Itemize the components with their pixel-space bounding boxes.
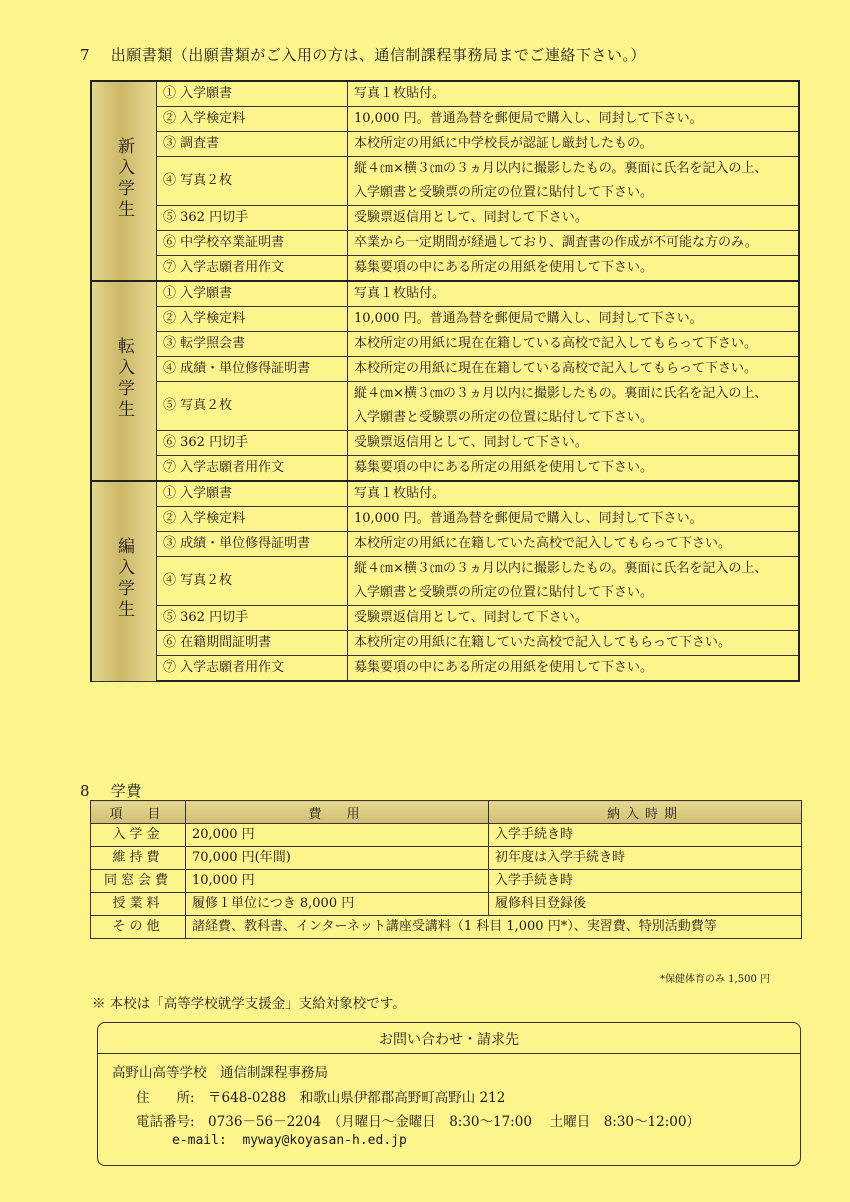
document-item: ⑥ 中学校卒業証明書 [157,231,348,256]
document-description [348,532,800,557]
contact-address: 住 所: 〒648-0288 和歌山県伊都郡高野町高野山 212 [136,1090,506,1106]
document-row [91,606,799,631]
document-description [348,157,800,206]
fee-row [91,870,802,893]
document-item: ⑥ 在籍期間証明書 [157,631,348,656]
document-description [348,281,800,307]
application-documents-table [90,80,800,682]
student-category-text: 編入学生 [114,536,134,621]
description-line: 卒業から一定期間が経過しており、調査書の作成が不可能な方のみ。 [354,235,758,250]
description-line: 写真１枚貼付。 [354,86,446,101]
document-row [91,357,799,382]
description-line: 本校所定の用紙に中学校長が認証し厳封したもの。 [354,136,653,151]
document-row [91,532,799,557]
document-item: ③ 成績・単位修得証明書 [157,532,348,557]
description-line: 10,000 円。普通為替を郵便局で購入し、同封して下さい。 [354,111,703,126]
fee-amount: 20,000 円 [186,824,489,847]
document-item: ① 入学願書 [157,481,348,507]
document-description [348,81,800,107]
fee-amount: 履修１単位につき 8,000 円 [186,893,489,916]
document-item: ⑤ 362 円切手 [157,606,348,631]
document-row [91,656,799,682]
document-item: ② 入学検定料 [157,107,348,132]
contact-box [97,1022,801,1166]
document-row [91,256,799,282]
contact-title: お問い合わせ・請求先 [98,1029,800,1049]
document-description [348,431,800,456]
header-item: 項 目 [91,801,186,824]
description-line: 受験票返信用として、同封して下さい。 [354,610,588,625]
document-item: ⑤ 写真２枚 [157,382,348,431]
description-line: 本校所定の用紙に現在在籍している高校で記入してもらって下さい。 [354,336,758,351]
fees-header-row [91,801,802,824]
document-description [348,307,800,332]
document-item: ② 入学検定料 [157,307,348,332]
document-row [91,456,799,482]
document-row [91,332,799,357]
document-row [91,231,799,256]
document-description [348,357,800,382]
student-category-label [91,481,157,681]
description-line: 写真１枚貼付。 [354,286,446,301]
student-category-label [91,81,157,281]
document-row [91,157,799,206]
description-line: 受験票返信用として、同封して下さい。 [354,210,588,225]
document-item: ⑦ 入学志願者用作文 [157,656,348,682]
fee-timing: 入学手続き時 [489,870,802,893]
description-line: 募集要項の中にある所定の用紙を使用して下さい。 [354,260,654,275]
description-line: 縦４㎝×横３㎝の３ヵ月以内に撮影したもの。裏面に氏名を記入の上、 [354,561,768,576]
document-row [91,281,799,307]
document-row [91,382,799,431]
document-row [91,431,799,456]
document-description [348,631,800,656]
tuition-fees-table [90,800,802,939]
document-row [91,132,799,157]
fee-row [91,916,802,939]
document-row [91,557,799,606]
document-item: ④ 写真２枚 [157,157,348,206]
header-amount: 費 用 [186,801,489,824]
description-line: 本校所定の用紙に在籍していた高校で記入してもらって下さい。 [354,635,732,650]
document-item: ② 入学検定料 [157,507,348,532]
fee-label: 同窓会費 [91,870,186,893]
document-description [348,606,800,631]
student-category-text: 新入学生 [114,136,134,221]
fee-amount: 70,000 円(年間) [186,847,489,870]
section-8-title: 8 学費 [80,782,142,800]
fee-label: その他 [91,916,186,939]
header-timing: 納入時期 [489,801,802,824]
document-description [348,256,800,282]
document-description [348,456,800,482]
document-description [348,557,800,606]
document-row [91,507,799,532]
description-line: 入学願書と受験票の所定の位置に貼付して下さい。 [354,185,654,200]
document-description [348,107,800,132]
document-item: ④ 写真２枚 [157,557,348,606]
document-description [348,481,800,507]
section-7-title: 7 出願書類（出願書類がご入用の方は、通信制課程事務局までご連絡下さい。） [80,46,646,64]
description-line: 受験票返信用として、同封して下さい。 [354,435,588,450]
fee-label: 授業料 [91,893,186,916]
document-description [348,507,800,532]
description-line: 写真１枚貼付。 [354,486,446,501]
student-category-text: 転入学生 [114,336,134,421]
document-item: ④ 成績・単位修得証明書 [157,357,348,382]
fee-label: 入学金 [91,824,186,847]
fee-timing: 初年度は入学手続き時 [489,847,802,870]
document-item: ① 入学願書 [157,81,348,107]
fee-timing: 履修科目登録後 [489,893,802,916]
document-row [91,206,799,231]
document-row [91,631,799,656]
description-line: 入学願書と受験票の所定の位置に貼付して下さい。 [354,585,654,600]
document-item: ⑦ 入学志願者用作文 [157,256,348,282]
document-description [348,231,800,256]
description-line: 本校所定の用紙に現在在籍している高校で記入してもらって下さい。 [354,361,758,376]
fee-footnote: *保健体育のみ 1,500 円 [660,974,770,985]
support-fund-note: ※ 本校は「高等学校就学支援金」支給対象校です。 [92,996,406,1012]
description-line: 本校所定の用紙に在籍していた高校で記入してもらって下さい。 [354,536,732,551]
description-line: 募集要項の中にある所定の用紙を使用して下さい。 [354,460,654,475]
description-line: 募集要項の中にある所定の用紙を使用して下さい。 [354,660,654,675]
document-description [348,656,800,682]
fee-row [91,847,802,870]
document-item: ⑥ 362 円切手 [157,431,348,456]
fee-row [91,893,802,916]
description-line: 入学願書と受験票の所定の位置に貼付して下さい。 [354,410,654,425]
description-line: 縦４㎝×横３㎝の３ヵ月以内に撮影したもの。裏面に氏名を記入の上、 [354,161,768,176]
contact-email[interactable]: e-mail: myway@koyasan-h.ed.jp [172,1133,407,1148]
document-item: ⑦ 入学志願者用作文 [157,456,348,482]
document-description [348,382,800,431]
description-line: 10,000 円。普通為替を郵便局で購入し、同封して下さい。 [354,511,703,526]
fee-timing: 入学手続き時 [489,824,802,847]
document-row [91,81,799,107]
fee-label: 維持費 [91,847,186,870]
document-row [91,107,799,132]
description-line: 縦４㎝×横３㎝の３ヵ月以内に撮影したもの。裏面に氏名を記入の上、 [354,386,768,401]
document-description [348,132,800,157]
document-item: ③ 転学照会書 [157,332,348,357]
document-item: ③ 調査書 [157,132,348,157]
document-row [91,307,799,332]
document-row [91,481,799,507]
fee-row [91,824,802,847]
description-line: 10,000 円。普通為替を郵便局で購入し、同封して下さい。 [354,311,703,326]
document-description [348,206,800,231]
fee-other-details: 諸経費、教科書、インターネット講座受講料（1 科目 1,000 円*）、実習費、特別活動費等 [186,916,802,939]
document-item: ⑤ 362 円切手 [157,206,348,231]
student-category-label [91,281,157,481]
contact-organization: 高野山高等学校 通信制課程事務局 [112,1065,328,1081]
document-description [348,332,800,357]
contact-phone: 電話番号: 0736－56－2204 （月曜日～金曜日 8:30～17:00 土曜日 8:30～12:00） [136,1114,700,1130]
document-item: ① 入学願書 [157,281,348,307]
fee-amount: 10,000 円 [186,870,489,893]
